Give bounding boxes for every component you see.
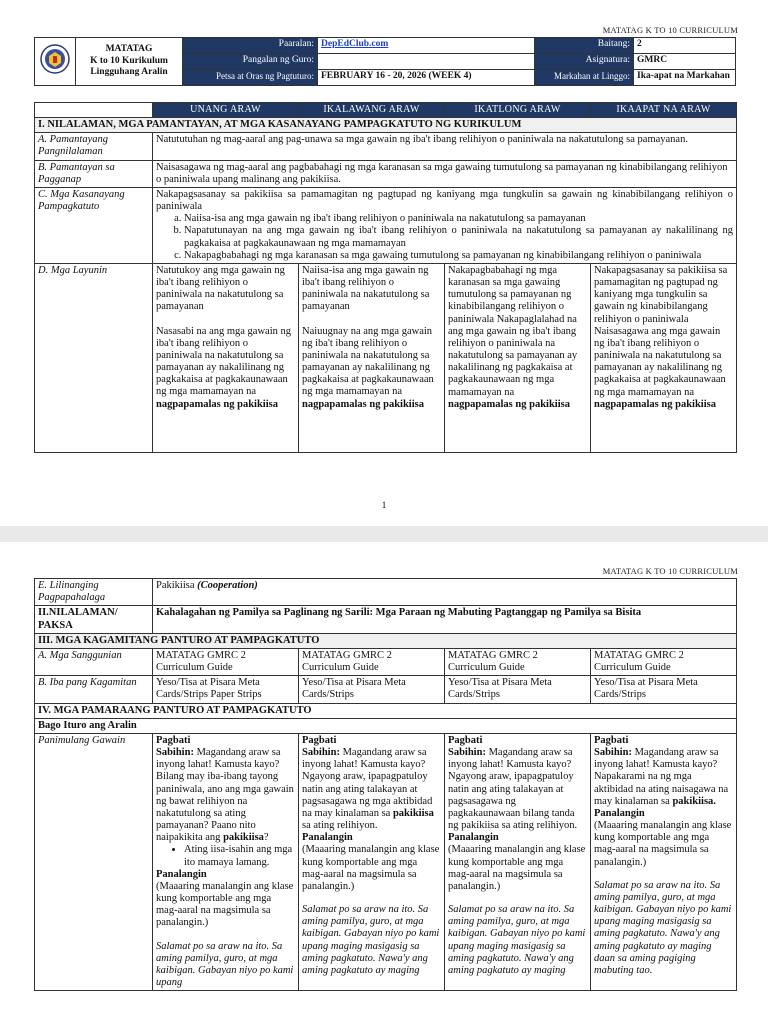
- layunin-emphasis: nagpapamalas ng pakikiisa: [302, 398, 424, 410]
- lesson-plan-table-page-2: [34, 578, 737, 991]
- layunin-text: Natutukoy ang mga gawain ng iba't ibang relihiyon o paniniwala na nakatutulong sa pamayanan: [156, 264, 285, 313]
- pagpapahalaga-cell: [153, 579, 737, 606]
- layunin-day-4: [591, 263, 737, 452]
- pamantayan-sa-pagganap-row: [35, 160, 737, 187]
- petsa-label: Petsa at Oras ng Pagtuturo:: [183, 70, 318, 86]
- header-table: [34, 37, 736, 86]
- section-1-heading: I. NILALAMAN, MGA PAMANTAYAN, AT MGA KASANAYANG PAMPAGKATUTO NG KURIKULUM: [35, 118, 737, 133]
- pamantayang-pangnilalaman-row: [35, 133, 737, 160]
- curriculum-tag: MATATAG K TO 10 CURRICULUM: [602, 25, 738, 35]
- prayer-text: Salamat po sa araw na ito. Sa aming pamilya, guro, at mga kaibigan. Gabayan niyo po kami upang maging masigasig sa aming pagkatuto. Nawa'y ang aming pagkatuto ay maging daan sa aming pagiging mabuting tao.: [594, 879, 732, 976]
- sabihin-punct: ?: [263, 832, 269, 844]
- sabihin-label: Sabihin:: [302, 747, 340, 759]
- layunin-row: [35, 263, 737, 452]
- nilalaman-text: Kahalagahan ng Pamilya sa Paglinang ng Sarili: Mga Paraan ng Mabuting Pagtanggap ng Pamilya sa Bisita: [153, 606, 737, 633]
- panalangin-note: (Maaaring manalangin ang klase kung komportable ang mga mag-aaral na magsimula sa panalangin.): [594, 820, 732, 868]
- sabihin-paragraph: [594, 747, 733, 808]
- pagpapahalaga-row: [35, 579, 737, 606]
- curriculum-tag: MATATAG K TO 10 CURRICULUM: [602, 566, 738, 576]
- day-header-row: [35, 103, 737, 118]
- layunin-text: Nakapagbabahagi ng mga karanasan sa mga gawaing tumutulong sa pamayanan ng kinabibilangang relihiyon o paniniwala Nakapaglalahad na ang mga gawain ng iba't ibang relihiyon o paniniwala na nakatutulong sa pamayanan ay nakalilinang ng pagkakaisa at pagkakaunawaan ng mga mamamayan na: [448, 264, 578, 398]
- pamantayan-sa-pagganap-text: Naisasagawa ng mag-aaral ang pagbabahagi ng mga karanasan sa mga gawaing tumutulong sa pamayanan ng kinabibilangang relihiyon o paniniwala upang malinang ang pakikiisa.: [153, 160, 737, 187]
- nilalaman-row: [35, 606, 737, 633]
- prayer-text: Salamat po sa araw na ito. Sa aming pamilya, guro, at mga kaibigan. Gabayan niyo po kami upang: [156, 940, 294, 989]
- sanggunian-row: [35, 648, 737, 675]
- row-label-panimula: Panimulang Gawain: [35, 733, 153, 990]
- paaralan-label: Paaralan:: [183, 38, 318, 54]
- panimula-day-4: [591, 733, 737, 990]
- kagamitan-day-1: Yeso/Tisa at Pisara Meta Cards/Strips Paper Strips: [153, 676, 299, 703]
- kasanayan-intro: Nakapagsasanay sa pakikiisa sa pamamagitan ng pagtupad ng kaniyang mga tungkulin sa gawain ng kinabibilangang relihiyon o paniniwala: [156, 188, 733, 213]
- layunin-emphasis: nagpapamalas ng pakikiisa: [156, 398, 278, 410]
- day-header-4: IKAAPAT NA ARAW: [591, 103, 737, 118]
- sabihin-text: sa ating relihiyon.: [302, 820, 378, 832]
- kagamitan-day-2: Yeso/Tisa at Pisara Meta Cards/Strips: [299, 676, 445, 703]
- baitang-value: 2: [634, 38, 736, 54]
- prayer-text: Salamat po sa araw na ito. Sa aming pamilya, guro, at mga kaibigan. Gabayan niyo po kami upang maging masigasig sa aming pagkatuto. Nawa'y ang aming pagkatuto ay maging: [302, 904, 440, 976]
- document-page-2: [0, 542, 768, 1024]
- layunin-text: Nakapagsasanay sa pakikiisa sa pamamagitan ng pagtupad ng kaniyang mga tungkulin sa gawain ng kinabibilangang relihiyon o paniniwala Naisasagawa ang mga gawain ng iba't ibang relihiyon o paniniwala na nakatutulong sa pamayanan ay nakalilinang ng pagkakaisa at pagkakaunawaan ng mga mamamayan na: [594, 264, 728, 398]
- list-item: a. Naiisa-isa ang mga gawain ng iba't ibang relihiyon o paniniwala na nakatutulong sa pamayanan: [184, 213, 733, 225]
- row-label-a: A. Pamantayang Pangnilalaman: [35, 133, 153, 160]
- blank-header-cell: [35, 103, 153, 118]
- petsa-value: FEBRUARY 16 - 20, 2026 (WEEK 4): [318, 70, 535, 86]
- panimula-day-2: [299, 733, 445, 990]
- sanggunian-day-1: MATATAG GMRC 2 Curriculum Guide: [153, 648, 299, 675]
- pagpapahalaga-english: (Cooperation): [197, 580, 258, 591]
- list-item: b. Napatutunayan na ang mga gawain ng iba't ibang relihiyon o paniniwala na nakatutulong sa pamayanan ay nakalilinang ng pagkakaisa at pagkakaunawaan ng mga mamamayan: [184, 225, 733, 249]
- kagamitan-day-3: Yeso/Tisa at Pisara Meta Cards/Strips: [445, 676, 591, 703]
- sabihin-text: Magandang araw sa inyong lahat! Kamusta kayo? Ngayong araw, ipapagpatuloy natin ang ating talakayan at pagsasagawa ng mga aktibidad na may kinalaman sa: [302, 747, 433, 819]
- kasanayang-pampagkatuto-cell: [153, 187, 737, 263]
- markahan-value: Ika-apat na Markahan: [634, 70, 736, 86]
- panalangin-heading: Panalangin: [302, 832, 353, 844]
- bago-heading: Bago Ituro ang Aralin: [35, 718, 737, 733]
- asignatura-value: GMRC: [634, 54, 736, 70]
- sabihin-text: Magandang araw sa inyong lahat! Kamusta kayo? Ngayong araw, ipapagpatuloy natin ang ating talakayan at pagsasagawa ng pagkakaunawaan bilang tanda ng pakikiisa sa ating relihiyon.: [448, 747, 578, 832]
- sabihin-text: Magandang araw sa inyong lahat! Kamusta kayo? Napakarami na ng mga aktibidad na ating naisagawa na may kinalaman sa: [594, 747, 729, 807]
- sabihin-label: Sabihin:: [156, 747, 194, 759]
- kagamitan-row: [35, 676, 737, 703]
- kasanayang-pampagkatuto-row: [35, 187, 737, 263]
- panalangin-note: (Maaaring manalangin ang klase kung komportable ang mga mag-aaral na magsimula sa panalangin.): [448, 844, 586, 892]
- layunin-emphasis: nagpapamalas ng pakikiisa: [594, 398, 716, 410]
- kagamitan-day-4: Yeso/Tisa at Pisara Meta Cards/Strips: [591, 676, 737, 703]
- panimula-day-3: [445, 733, 591, 990]
- deped-seal-icon: [40, 44, 70, 74]
- pagpapahalaga-text: Pakikiisa: [156, 580, 195, 591]
- layunin-text: Nasasabi na ang mga gawain ng iba't ibang relihiyon o paniniwala na nakatutulong sa pamayanan ay nakalilinang ng pagkakaisa at pagkakaunawaan ng mga mamamayan na: [156, 325, 291, 398]
- row-label-e: E. Lilinanging Pagpapahalaga: [35, 579, 153, 606]
- pamantayang-pangnilalaman-text: Natututuhan ng mag-aaral ang pag-unawa sa mga gawain ng iba't ibang relihiyon o paniniwala na nakatutulong sa pamayanan.: [153, 133, 737, 160]
- lesson-plan-table-page-1: [34, 102, 737, 453]
- sabihin-label: Sabihin:: [594, 747, 632, 759]
- layunin-day-2: [299, 263, 445, 452]
- section-3-heading: III. MGA KAGAMITANG PANTURO AT PAMPAGKATUTO: [35, 633, 737, 648]
- layunin-text: Naiuugnay na ang mga gawain ng iba't ibang relihiyon o paniniwala na nakatutulong sa pamayanan ay nakalilinang ng pagkakaisa at pagkakaunawaan ng mga mamamayan na: [302, 325, 434, 398]
- layunin-day-1: [153, 263, 299, 452]
- section-1-row: [35, 118, 737, 133]
- panalangin-note: (Maaaring manalangin ang klase kung komportable ang mga mag-aaral na magsimula sa panalangin.): [156, 880, 294, 929]
- panimulang-gawain-row: [35, 733, 737, 990]
- sabihin-emphasis: pakikiisa.: [672, 795, 716, 807]
- pagbati-heading: Pagbati: [302, 734, 337, 746]
- panalangin-note: (Maaaring manalangin ang klase kung komportable ang mga mag-aaral na magsimula sa panalangin.): [302, 844, 440, 892]
- school-line-2: K to 10 Kurikulum: [90, 55, 168, 66]
- kasanayan-list: [156, 213, 733, 262]
- layunin-day-3: [445, 263, 591, 452]
- day-header-1: UNANG ARAW: [153, 103, 299, 118]
- row-label-b2: B. Iba pang Kagamitan: [35, 676, 153, 703]
- guro-value: [318, 54, 535, 70]
- sanggunian-day-4: MATATAG GMRC 2 Curriculum Guide: [591, 648, 737, 675]
- bago-row: [35, 718, 737, 733]
- sabihin-text: Magandang araw sa inyong lahat! Kamusta kayo? Bilang may iba-ibang tayong paniniwala, ano ang mga gawain ng bawat relihiyon na nakatutulong sa ating pamayanan? Paano nito naipakikita ang: [156, 747, 294, 844]
- panalangin-heading: Panalangin: [448, 832, 499, 844]
- row-label-ii: II.NILALAMAN/ PAKSA: [35, 606, 153, 633]
- sabihin-emphasis: pakikiisa: [392, 807, 434, 819]
- layunin-text: Naiisa-isa ang mga gawain ng iba't ibang relihiyon o paniniwala na nakatutulong sa pamayanan: [302, 264, 430, 313]
- pagbati-heading: Pagbati: [156, 734, 191, 746]
- sabihin-paragraph: [448, 747, 587, 832]
- section-4-row: [35, 703, 737, 718]
- pagbati-heading: Pagbati: [448, 734, 483, 746]
- sabihin-label: Sabihin:: [448, 747, 486, 759]
- paaralan-value[interactable]: DepEdClub.com: [318, 38, 535, 54]
- school-line-3: Lingguhang Aralin: [90, 67, 168, 78]
- sabihin-emphasis: pakikiisa: [223, 832, 264, 844]
- panalangin-heading: Panalangin: [156, 868, 207, 880]
- panalangin-heading: Panalangin: [594, 807, 645, 819]
- row-label-b: B. Pamantayan sa Pagganap: [35, 160, 153, 187]
- pagbati-heading: Pagbati: [594, 734, 629, 746]
- list-item: • Ating iisa-isahin ang mga ito mamaya lamang.: [184, 844, 295, 868]
- section-4-heading: IV. MGA PAMARAANG PANTURO AT PAMPAGKATUTO: [35, 703, 737, 718]
- sanggunian-day-3: MATATAG GMRC 2 Curriculum Guide: [445, 648, 591, 675]
- panimula-day-1: [153, 733, 299, 990]
- guro-label: Pangalan ng Guro:: [183, 54, 318, 70]
- row-label-d: D. Mga Layunin: [35, 263, 153, 452]
- row-label-a2: A. Mga Sanggunian: [35, 648, 153, 675]
- school-block: [76, 38, 183, 86]
- baitang-label: Baitang:: [535, 38, 634, 54]
- row-label-c: C. Mga Kasanayang Pampagkatuto: [35, 187, 153, 263]
- sanggunian-day-2: MATATAG GMRC 2 Curriculum Guide: [299, 648, 445, 675]
- day-header-2: IKALAWANG ARAW: [299, 103, 445, 118]
- page-number: 1: [381, 500, 387, 510]
- deped-seal: [35, 38, 76, 86]
- sabihin-paragraph: [302, 747, 441, 832]
- day-header-3: IKATLONG ARAW: [445, 103, 591, 118]
- prayer-text: Salamat po sa araw na ito. Sa aming pamilya, guro, at mga kaibigan. Gabayan niyo po kami upang maging masigasig sa aming pagkatuto. Nawa'y ang aming pagkatuto ay maging: [448, 904, 586, 976]
- bullet-list: [156, 844, 295, 868]
- layunin-emphasis: nagpapamalas ng pakikiisa: [448, 398, 570, 410]
- school-line-1: MATATAG: [105, 44, 153, 55]
- sabihin-paragraph: [156, 747, 295, 844]
- asignatura-label: Asignatura:: [535, 54, 634, 70]
- list-item: c. Nakapagbabahagi ng mga karanasan sa mga gawaing tumutulong sa pamayanan ng kinabibilangang relihiyon o paniniwala: [184, 250, 733, 262]
- markahan-label: Markahan at Linggo:: [535, 70, 634, 86]
- section-3-row: [35, 633, 737, 648]
